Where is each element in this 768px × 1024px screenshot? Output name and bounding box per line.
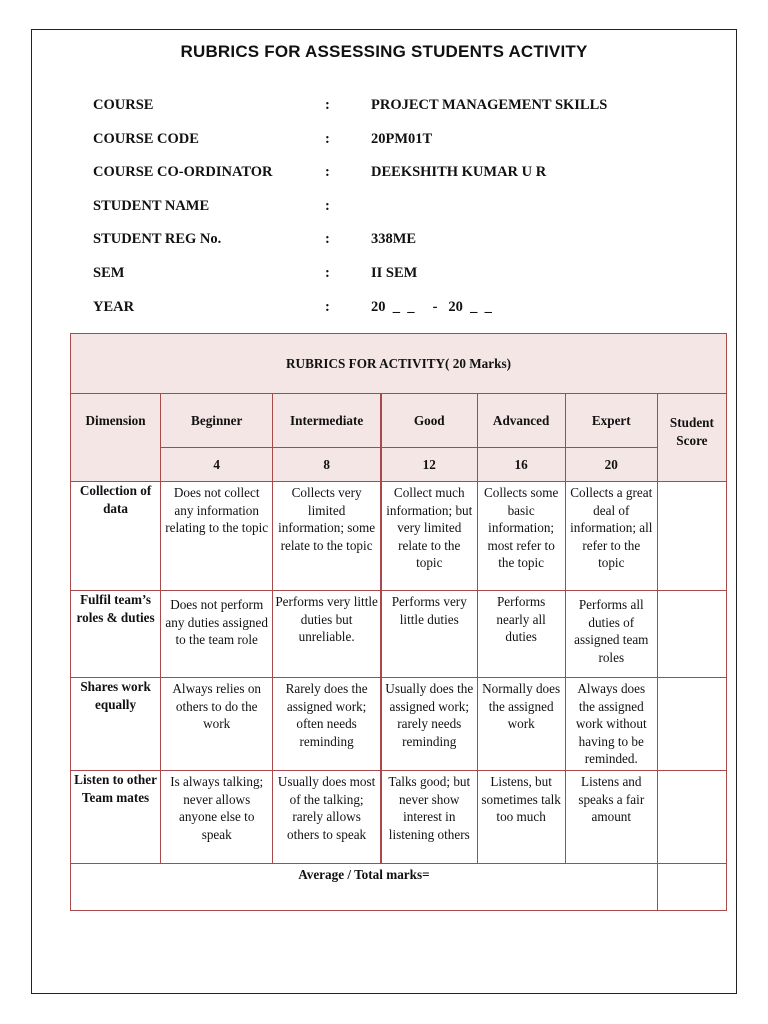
info-row-student-reg	[93, 227, 653, 261]
rubric-table	[70, 333, 727, 911]
dimension-cell: Listen to other Team mates	[71, 771, 161, 864]
level-points-intermediate: 8	[273, 448, 381, 482]
total-marks-label: Average / Total marks=	[71, 864, 658, 911]
info-label: YEAR	[93, 298, 135, 315]
level-points-expert: 20	[565, 448, 657, 482]
info-row-sem	[93, 261, 653, 295]
info-value: 20 _ _ - 20 _ _	[371, 298, 492, 315]
level-header-intermediate: Intermediate	[273, 394, 381, 448]
info-colon: :	[325, 164, 330, 181]
total-marks-cell[interactable]	[657, 864, 726, 911]
level-points-good: 12	[381, 448, 477, 482]
criteria-cell: Always does the assigned work without having to be reminded.	[565, 678, 657, 771]
info-row-student-name	[93, 194, 653, 228]
student-score-cell[interactable]	[657, 771, 726, 864]
table-row	[71, 771, 727, 864]
criteria-cell: Collects a great deal of information; all refer to the topic	[565, 482, 657, 591]
student-score-cell[interactable]	[657, 678, 726, 771]
info-value: PROJECT MANAGEMENT SKILLS	[371, 97, 608, 113]
info-label: COURSE CO-ORDINATOR	[93, 164, 273, 181]
info-value: 20PM01T	[371, 130, 433, 147]
level-header-expert: Expert	[565, 394, 657, 448]
criteria-cell: Listens and speaks a fair amount	[565, 771, 657, 864]
table-row	[71, 591, 727, 678]
criteria-cell: Collects very limited information; some relate to the topic	[273, 482, 381, 591]
level-header-beginner: Beginner	[161, 394, 273, 448]
info-label: STUDENT REG No.	[93, 231, 222, 248]
info-colon: :	[325, 130, 330, 147]
info-value: II SEM	[371, 264, 418, 281]
criteria-cell: Is always talking; never allows anyone else to speak	[161, 771, 273, 864]
criteria-cell: Always relies on others to do the work	[161, 678, 273, 771]
info-row-course-coordinator	[93, 160, 653, 194]
table-row	[71, 482, 727, 591]
info-value: 338ME	[371, 231, 417, 248]
student-score-header: Student Score	[657, 394, 726, 482]
level-points-beginner: 4	[161, 448, 273, 482]
dimension-cell: Collection of data	[71, 482, 161, 591]
criteria-cell: Rarely does the assigned work; often needs reminding	[273, 678, 381, 771]
criteria-cell: Performs very little duties but unreliable.	[273, 591, 381, 678]
document-title: RUBRICS FOR ASSESSING STUDENTS ACTIVITY	[180, 42, 588, 61]
info-value: DEEKSHITH KUMAR U R	[371, 164, 547, 181]
criteria-cell: Collects some basic information; most refer to the topic	[477, 482, 565, 591]
level-header-advanced: Advanced	[477, 394, 565, 448]
info-colon: :	[325, 298, 330, 315]
info-row-course	[93, 93, 653, 127]
info-label: COURSE	[93, 97, 154, 113]
info-colon: :	[325, 97, 330, 113]
dimension-header: Dimension	[71, 394, 161, 482]
student-score-cell[interactable]	[657, 591, 726, 678]
criteria-cell: Performs all duties of assigned team roles	[565, 591, 657, 678]
info-colon: :	[325, 197, 330, 214]
criteria-cell: Usually does the assigned work; rarely needs reminding	[381, 678, 477, 771]
criteria-cell: Normally does the assigned work	[477, 678, 565, 771]
info-label: COURSE CODE	[93, 130, 199, 147]
dimension-cell: Fulfil team’s roles & duties	[71, 591, 161, 678]
info-row-year	[93, 295, 653, 329]
criteria-cell: Performs very little duties	[381, 591, 477, 678]
dimension-cell: Shares work equally	[71, 678, 161, 771]
criteria-cell: Does not perform any duties assigned to the team role	[161, 591, 273, 678]
info-colon: :	[325, 264, 330, 281]
criteria-cell: Performs nearly all duties	[477, 591, 565, 678]
criteria-cell: Listens, but sometimes talk too much	[477, 771, 565, 864]
criteria-cell: Usually does most of the talking; rarely allows others to speak	[273, 771, 381, 864]
criteria-cell: Collect much information; but very limited relate to the topic	[381, 482, 477, 591]
course-info-block	[93, 93, 653, 328]
level-header-good: Good	[381, 394, 477, 448]
criteria-cell: Does not collect any information relating to the topic	[161, 482, 273, 591]
student-score-cell[interactable]	[657, 482, 726, 591]
rubric-heading: RUBRICS FOR ACTIVITY( 20 Marks)	[71, 334, 727, 394]
table-row	[71, 678, 727, 771]
info-label: STUDENT NAME	[93, 197, 210, 214]
info-row-course-code	[93, 127, 653, 161]
level-points-advanced: 16	[477, 448, 565, 482]
info-colon: :	[325, 231, 330, 248]
info-label: SEM	[93, 264, 125, 281]
criteria-cell: Talks good; but never show interest in listening others	[381, 771, 477, 864]
